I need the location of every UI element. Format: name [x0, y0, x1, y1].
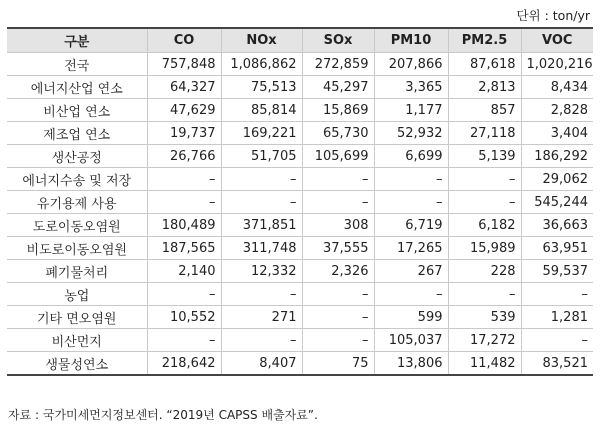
cell-pm25: 11,482: [448, 352, 521, 376]
row-category-cell: 비산먼지: [7, 329, 147, 352]
cell-pm25: 5,139: [448, 145, 521, 168]
cell-pm10: 52,932: [374, 122, 448, 145]
header-sox: SOx: [302, 28, 374, 53]
header-nox: NOx: [221, 28, 302, 53]
cell-co: 64,327: [147, 76, 221, 99]
row-category-cell: 생산공정: [7, 145, 147, 168]
cell-pm10: 599: [374, 306, 448, 329]
cell-sox: 105,699: [302, 145, 374, 168]
cell-co: –: [147, 168, 221, 191]
table-row: [7, 306, 593, 329]
cell-sox: –: [302, 306, 374, 329]
cell-voc: 3,404: [521, 122, 593, 145]
header-voc: VOC: [521, 28, 593, 53]
table-header-row: [7, 28, 593, 53]
table-row: [7, 237, 593, 260]
row-category-cell: 폐기물처리: [7, 260, 147, 283]
row-category-cell: 에너지산업 연소: [7, 76, 147, 99]
cell-voc: –: [521, 283, 593, 306]
cell-voc: 545,244: [521, 191, 593, 214]
row-category-cell: 제조업 연소: [7, 122, 147, 145]
cell-nox: 311,748: [221, 237, 302, 260]
cell-sox: 2,326: [302, 260, 374, 283]
cell-co: 19,737: [147, 122, 221, 145]
row-category-cell: 유기용제 사용: [7, 191, 147, 214]
cell-pm25: 6,182: [448, 214, 521, 237]
cell-pm10: 17,265: [374, 237, 448, 260]
cell-pm10: 6,699: [374, 145, 448, 168]
cell-co: –: [147, 329, 221, 352]
cell-pm10: 1,177: [374, 99, 448, 122]
row-category-cell: 기타 면오염원: [7, 306, 147, 329]
cell-voc: 1,020,216: [521, 53, 593, 76]
cell-co: 47,629: [147, 99, 221, 122]
table-row: [7, 76, 593, 99]
table-row: [7, 53, 593, 76]
cell-sox: 272,859: [302, 53, 374, 76]
table-row: [7, 99, 593, 122]
cell-pm25: 15,989: [448, 237, 521, 260]
cell-co: 218,642: [147, 352, 221, 376]
cell-pm10: 105,037: [374, 329, 448, 352]
cell-sox: 15,869: [302, 99, 374, 122]
row-category-cell: 비산업 연소: [7, 99, 147, 122]
header-category: 구분: [7, 28, 147, 53]
cell-pm25: –: [448, 168, 521, 191]
row-category-cell: 전국: [7, 53, 147, 76]
cell-pm10: 13,806: [374, 352, 448, 376]
table-row: [7, 214, 593, 237]
table-row: [7, 283, 593, 306]
cell-co: 187,565: [147, 237, 221, 260]
cell-sox: –: [302, 283, 374, 306]
emissions-table: [7, 27, 593, 376]
cell-pm25: 539: [448, 306, 521, 329]
cell-nox: 8,407: [221, 352, 302, 376]
cell-voc: 36,663: [521, 214, 593, 237]
cell-co: 26,766: [147, 145, 221, 168]
table-row: [7, 168, 593, 191]
table-row: [7, 122, 593, 145]
table-row: [7, 352, 593, 376]
cell-sox: 75: [302, 352, 374, 376]
cell-voc: 2,828: [521, 99, 593, 122]
cell-voc: 83,521: [521, 352, 593, 376]
row-category-cell: 농업: [7, 283, 147, 306]
cell-voc: 29,062: [521, 168, 593, 191]
cell-pm10: 207,866: [374, 53, 448, 76]
cell-nox: 75,513: [221, 76, 302, 99]
cell-pm10: –: [374, 283, 448, 306]
cell-sox: –: [302, 191, 374, 214]
cell-sox: –: [302, 168, 374, 191]
cell-sox: 37,555: [302, 237, 374, 260]
cell-pm10: –: [374, 191, 448, 214]
unit-label: 단위 : ton/yr: [516, 8, 590, 23]
cell-pm25: 17,272: [448, 329, 521, 352]
header-co: CO: [147, 28, 221, 53]
cell-co: 2,140: [147, 260, 221, 283]
header-pm10: PM10: [374, 28, 448, 53]
cell-pm10: –: [374, 168, 448, 191]
cell-pm10: 6,719: [374, 214, 448, 237]
cell-voc: 59,537: [521, 260, 593, 283]
cell-pm25: 27,118: [448, 122, 521, 145]
cell-nox: 371,851: [221, 214, 302, 237]
header-pm25: PM2.5: [448, 28, 521, 53]
cell-nox: 51,705: [221, 145, 302, 168]
cell-co: 10,552: [147, 306, 221, 329]
table-row: [7, 329, 593, 352]
cell-co: –: [147, 283, 221, 306]
cell-sox: 45,297: [302, 76, 374, 99]
cell-voc: –: [521, 329, 593, 352]
cell-co: 757,848: [147, 53, 221, 76]
cell-voc: 186,292: [521, 145, 593, 168]
cell-pm10: 3,365: [374, 76, 448, 99]
cell-pm25: 2,813: [448, 76, 521, 99]
row-category-cell: 생물성연소: [7, 352, 147, 376]
cell-nox: –: [221, 283, 302, 306]
cell-voc: 8,434: [521, 76, 593, 99]
row-category-cell: 도로이동오염원: [7, 214, 147, 237]
row-category-cell: 에너지수송 및 저장: [7, 168, 147, 191]
row-category-cell: 비도로이동오염원: [7, 237, 147, 260]
cell-nox: 1,086,862: [221, 53, 302, 76]
cell-co: 180,489: [147, 214, 221, 237]
cell-sox: 65,730: [302, 122, 374, 145]
table-row: [7, 191, 593, 214]
cell-pm25: –: [448, 191, 521, 214]
cell-sox: –: [302, 329, 374, 352]
cell-pm25: 228: [448, 260, 521, 283]
cell-nox: 12,332: [221, 260, 302, 283]
cell-nox: 85,814: [221, 99, 302, 122]
cell-voc: 1,281: [521, 306, 593, 329]
cell-nox: 271: [221, 306, 302, 329]
cell-sox: 308: [302, 214, 374, 237]
cell-pm25: 87,618: [448, 53, 521, 76]
cell-pm25: 857: [448, 99, 521, 122]
cell-nox: –: [221, 329, 302, 352]
source-note: 자료 : 국가미세먼지정보센터. “2019년 CAPSS 배출자료”.: [8, 408, 318, 422]
cell-nox: –: [221, 191, 302, 214]
cell-pm25: –: [448, 283, 521, 306]
cell-nox: –: [221, 168, 302, 191]
cell-nox: 169,221: [221, 122, 302, 145]
cell-pm10: 267: [374, 260, 448, 283]
cell-co: –: [147, 191, 221, 214]
table-row: [7, 145, 593, 168]
cell-voc: 63,951: [521, 237, 593, 260]
table-row: [7, 260, 593, 283]
